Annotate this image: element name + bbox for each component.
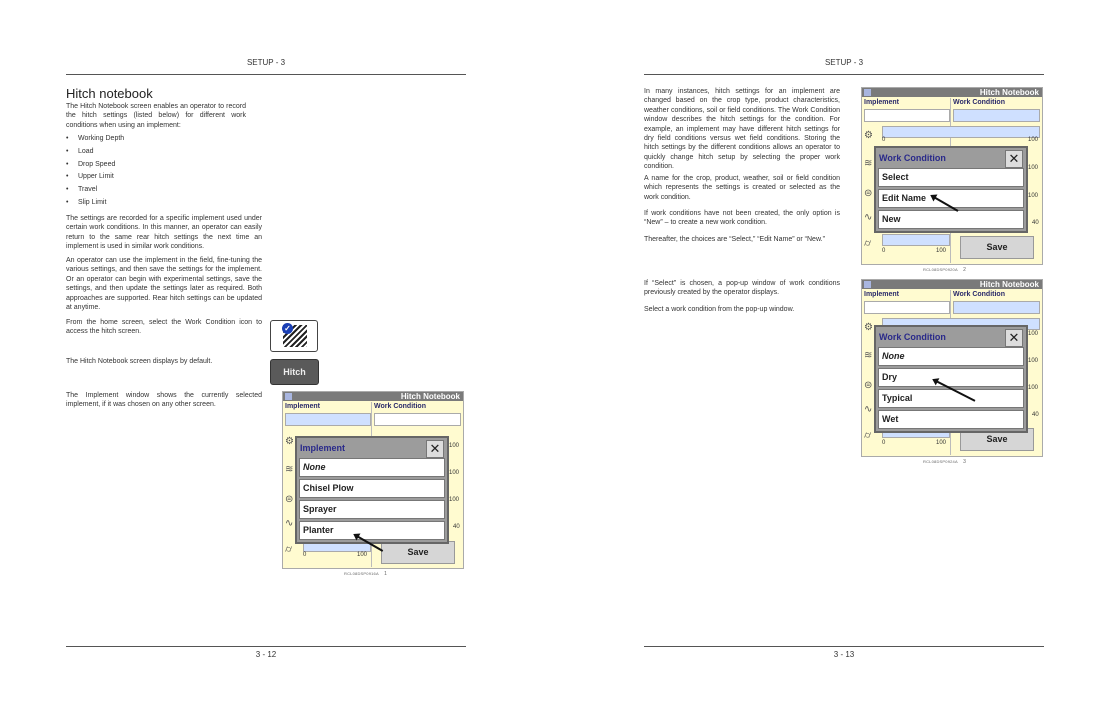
title-bar	[862, 88, 1042, 97]
app-icon	[285, 393, 292, 400]
tick-label: 100	[449, 470, 460, 476]
figure-number: 2	[963, 267, 967, 273]
work-condition-label: Work Condition	[374, 403, 426, 410]
hitch-notebook-screen	[282, 391, 464, 569]
tick-label: 40	[1032, 412, 1039, 418]
save-button: Save	[381, 541, 455, 564]
work-condition-popup	[874, 325, 1028, 433]
tick-label: 100	[1028, 165, 1039, 171]
travel-icon: ⌭	[864, 238, 872, 249]
work-condition-label: Work Condition	[953, 291, 1005, 298]
popup-title: Work Condition	[879, 332, 946, 342]
load-icon: ≋	[864, 158, 873, 169]
figure-id: RCL08DSP0920A	[923, 267, 958, 272]
save-button: Save	[960, 236, 1034, 259]
figure-caption	[923, 459, 966, 465]
close-icon: ✕	[1005, 329, 1023, 347]
load-icon: ≋	[285, 464, 294, 475]
screen-title: Hitch Notebook	[400, 392, 460, 401]
paragraph: The settings are recorded for a specific implement used under certain work conditions. In this manner, an operator can easily return to the same rear hitch settings the next time an implement is used in similar work conditions.	[66, 215, 262, 251]
tick-label: 100	[357, 552, 368, 558]
work-condition-label: Work Condition	[953, 99, 1005, 106]
list-item: • Load	[66, 147, 124, 160]
slip-icon: ∿	[864, 212, 873, 223]
slider-bar	[882, 126, 1040, 138]
popup-option: Wet	[878, 410, 1024, 429]
footer-rule	[66, 646, 466, 647]
hitch-notebook-screen	[861, 87, 1043, 265]
tick-label: 40	[1032, 220, 1039, 226]
implement-popup	[295, 436, 449, 544]
paragraph: Select a work condition from the pop-up window.	[644, 306, 795, 313]
popup-option: New	[878, 210, 1024, 229]
depth-icon: ⚙	[864, 130, 873, 141]
figure-number: 1	[384, 571, 388, 577]
running-head: SETUP - 3	[824, 58, 864, 67]
tick-label: 40	[453, 524, 460, 530]
settings-list	[66, 134, 124, 211]
screen-title: Hitch Notebook	[979, 88, 1039, 97]
list-item: • Drop Speed	[66, 160, 124, 173]
tick-label: 100	[449, 443, 460, 449]
right-page	[644, 0, 1054, 717]
save-button: Save	[960, 428, 1034, 451]
popup-option: Typical	[878, 389, 1024, 408]
slip-icon: ∿	[285, 518, 294, 529]
page-number: 3 - 13	[833, 650, 855, 659]
popup-title: Work Condition	[879, 153, 946, 163]
figure-id: RCL08DSP0924A	[923, 459, 958, 464]
popup-option: Dry	[878, 368, 1024, 387]
header-rule	[644, 74, 1044, 75]
paragraph: In many instances, hitch settings for an implement are changed based on the crop type, product characteristics, weather conditions, soil or field conditions. The Work Condition window describes the hitch settings for the condition. For example, an implement may have different hitch settings for dry field conditions versus wet field conditions. Storing the hitch settings by the different conditions allows an operator to quickly change hitch setup by selecting the proper work condition.	[644, 88, 840, 171]
tick-label: 100	[936, 440, 947, 446]
tick-label: 0	[882, 440, 886, 446]
header-rule	[66, 74, 466, 75]
popup-title: Implement	[300, 443, 346, 453]
slip-icon: ∿	[864, 404, 873, 415]
speed-icon: ⊜	[864, 188, 873, 199]
list-item: • Upper Limit	[66, 172, 124, 185]
implement-label: Implement	[864, 99, 900, 106]
slider-bar	[882, 234, 950, 246]
popup-option: Edit Name	[878, 189, 1024, 208]
list-item: • Working Depth	[66, 134, 124, 147]
paragraph: The Hitch Notebook screen displays by default.	[66, 358, 213, 365]
tick-label: 100	[936, 248, 947, 254]
tick-label: 100	[1028, 331, 1039, 337]
check-icon: ✓	[282, 323, 293, 334]
popup-option: None	[878, 347, 1024, 366]
work-condition-field	[953, 301, 1040, 314]
figure-id: RCL08DSP0916A	[344, 571, 379, 576]
paragraph: From the home screen, select the Work Condition icon to access the hitch screen.	[66, 319, 262, 336]
app-icon	[864, 281, 871, 288]
speed-icon: ⊜	[864, 380, 873, 391]
popup-option: Chisel Plow	[299, 479, 445, 498]
close-icon: ✕	[1005, 150, 1023, 168]
tick-label: 0	[303, 552, 307, 558]
page-number: 3 - 12	[255, 650, 277, 659]
app-icon	[864, 89, 871, 96]
speed-icon: ⊜	[285, 494, 294, 505]
left-page	[66, 0, 476, 717]
tick-label: 100	[449, 497, 460, 503]
popup-option: Planter	[299, 521, 445, 540]
hitch-button-image: Hitch	[270, 359, 319, 385]
work-condition-popup	[874, 146, 1028, 233]
tick-label: 100	[1028, 385, 1039, 391]
paragraph: The Implement window shows the currently selected implement, if it was chosen on any other screen.	[66, 392, 262, 409]
hitch-notebook-screen	[861, 279, 1043, 457]
work-condition-icon	[270, 320, 318, 352]
implement-field	[285, 413, 371, 426]
implement-label: Implement	[864, 291, 900, 298]
paragraph: If “Select” is chosen, a pop-up window of work conditions previously created by the operator displays.	[644, 280, 840, 297]
list-item: • Slip Limit	[66, 198, 124, 211]
paragraph: A name for the crop, product, weather, soil or field condition which represents the settings is created or selected as the work condition.	[644, 175, 840, 201]
figure-caption	[344, 571, 387, 577]
popup-option: Sprayer	[299, 500, 445, 519]
implement-field	[864, 301, 950, 314]
load-icon: ≋	[864, 350, 873, 361]
list-item: • Travel	[66, 185, 124, 198]
tick-label: 0	[882, 137, 886, 143]
tick-label: 0	[882, 248, 886, 254]
travel-icon: ⌭	[285, 544, 293, 555]
intro-paragraph: The Hitch Notebook screen enables an operator to record the hitch settings (listed below) for different work conditions when using an implement:	[66, 103, 246, 129]
depth-icon: ⚙	[864, 322, 873, 333]
work-condition-field	[374, 413, 461, 426]
work-condition-field	[953, 109, 1040, 122]
close-icon: ✕	[426, 440, 444, 458]
paragraph: If work conditions have not been created, the only option is “New” – to create a new work condition.	[644, 210, 840, 227]
popup-option: None	[299, 458, 445, 477]
implement-field	[864, 109, 950, 122]
footer-rule	[644, 646, 1044, 647]
paragraph: Thereafter, the choices are “Select,” “Edit Name” or “New.”	[644, 236, 825, 243]
figure-caption	[923, 267, 966, 273]
title-bar	[283, 392, 463, 401]
title-bar	[862, 280, 1042, 289]
popup-option: Select	[878, 168, 1024, 187]
tick-label: 100	[1028, 137, 1039, 143]
depth-icon: ⚙	[285, 436, 294, 447]
section-title: Hitch notebook	[66, 86, 153, 101]
travel-icon: ⌭	[864, 430, 872, 441]
screen-title: Hitch Notebook	[979, 280, 1039, 289]
running-head: SETUP - 3	[246, 58, 286, 67]
implement-label: Implement	[285, 403, 321, 410]
tick-label: 100	[1028, 358, 1039, 364]
tick-label: 100	[1028, 193, 1039, 199]
figure-number: 3	[963, 459, 967, 465]
paragraph: An operator can use the implement in the field, fine-tuning the various settings, and then save the settings for the implement. Or an operator can begin with experimental settings, save the settings, and then update the settings later as required. Both approaches are supported. Rear hitch settings can be updated at anytime.	[66, 257, 262, 312]
